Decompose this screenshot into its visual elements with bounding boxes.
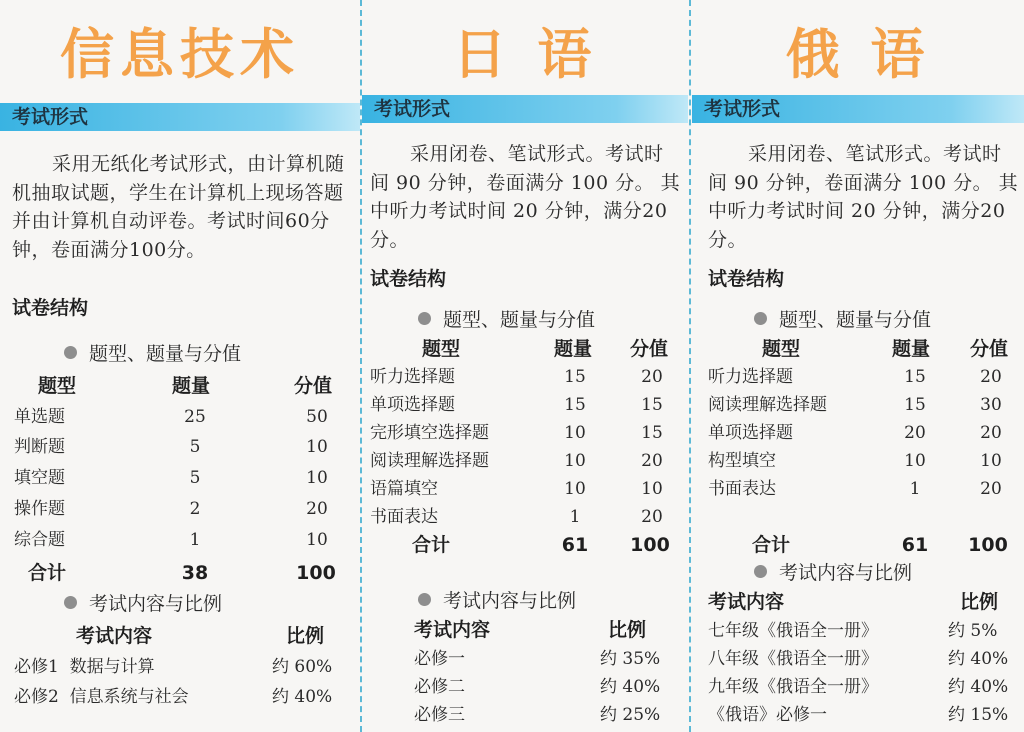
row-ratio: 约 40% xyxy=(272,687,333,707)
row-content: 必修1 数据与计算 xyxy=(14,657,155,677)
row-type: 阅读理解选择题 xyxy=(370,451,489,471)
structure-heading: 试卷结构 xyxy=(708,268,785,290)
row-ratio: 约 25% xyxy=(600,705,661,725)
row-type: 判断题 xyxy=(14,437,65,457)
table1-heading: 题型、题量与分值 xyxy=(64,342,241,366)
table1-header-type: 题型 xyxy=(762,338,801,360)
row-content: 必修一 xyxy=(414,649,465,669)
table1-heading: 题型、题量与分值 xyxy=(754,308,931,332)
row-score: 50 xyxy=(306,407,328,427)
bullet-icon xyxy=(418,593,431,606)
row-score: 20 xyxy=(641,507,663,527)
bullet-icon xyxy=(64,346,77,359)
row-type: 综合题 xyxy=(14,530,65,550)
row-type: 阅读理解选择题 xyxy=(708,395,827,415)
exam-format-label: 考试形式 xyxy=(374,98,451,120)
row-count: 5 xyxy=(189,437,201,457)
total-label: 合计 xyxy=(412,534,451,556)
row-type: 构型填空 xyxy=(708,451,776,471)
row-count: 10 xyxy=(564,451,586,471)
row-ratio: 约 40% xyxy=(948,677,1009,697)
row-score: 10 xyxy=(306,437,328,457)
column-title: 信息技术 xyxy=(60,22,300,86)
row-content: 九年级《俄语全一册》 xyxy=(708,677,878,697)
row-type: 书面表达 xyxy=(370,507,438,527)
bullet-icon xyxy=(754,565,767,578)
row-score: 20 xyxy=(641,451,663,471)
table2-header-ratio: 比例 xyxy=(960,591,999,613)
exam-format-paragraph: 采用无纸化考试形式，由计算机随机抽取试题，学生在计算机上现场答题并由计算机自动评卷。考试时间60分钟，卷面满分100分。 xyxy=(12,153,345,261)
row-content: 八年级《俄语全一册》 xyxy=(708,649,878,669)
structure-heading: 试卷结构 xyxy=(370,268,447,290)
bullet-icon xyxy=(418,312,431,325)
total-label: 合计 xyxy=(28,562,67,584)
exam-format-paragraph: 采用闭卷、笔试形式。考试时间 90 分钟，卷面满分 100 分。 其中听力考试时间 20 分钟，满分20分。 xyxy=(708,143,1019,251)
total-count: 61 xyxy=(901,534,929,556)
table1-heading: 题型、题量与分值 xyxy=(418,308,595,332)
row-count: 1 xyxy=(189,530,201,550)
column-japanese xyxy=(362,0,688,732)
total-label: 合计 xyxy=(752,534,791,556)
structure-heading: 试卷结构 xyxy=(12,297,89,319)
table1-header-type: 题型 xyxy=(422,338,461,360)
row-count: 5 xyxy=(189,468,201,488)
row-count: 1 xyxy=(909,479,921,499)
bullet-icon xyxy=(64,596,77,609)
row-type: 填空题 xyxy=(14,468,65,488)
row-count: 10 xyxy=(564,423,586,443)
row-score: 10 xyxy=(306,530,328,550)
row-score: 15 xyxy=(641,423,663,443)
table1-header-count: 题量 xyxy=(554,338,593,360)
row-ratio: 约 40% xyxy=(948,649,1009,669)
row-score: 20 xyxy=(306,499,328,519)
row-content: 《俄语》必修一 xyxy=(708,705,827,725)
row-score: 10 xyxy=(306,468,328,488)
total-score: 100 xyxy=(968,534,1008,556)
table1-header-score: 分值 xyxy=(970,338,1009,360)
row-score: 15 xyxy=(641,395,663,415)
table2-header-ratio: 比例 xyxy=(608,619,647,641)
row-score: 10 xyxy=(980,451,1002,471)
table2-header-content: 考试内容 xyxy=(414,619,491,641)
total-count: 61 xyxy=(561,534,589,556)
table2-header-ratio: 比例 xyxy=(286,625,325,647)
row-content: 必修三 xyxy=(414,705,465,725)
row-content: 必修二 xyxy=(414,677,465,697)
row-count: 20 xyxy=(904,423,926,443)
row-ratio: 约 40% xyxy=(600,677,661,697)
exam-format-band xyxy=(0,103,360,131)
exam-format-band xyxy=(692,95,1024,123)
row-count: 1 xyxy=(569,507,581,527)
row-ratio: 约 15% xyxy=(948,705,1009,725)
row-score: 30 xyxy=(980,395,1002,415)
exam-format-band xyxy=(362,95,688,123)
row-type: 单选题 xyxy=(14,407,65,427)
row-type: 听力选择题 xyxy=(370,367,455,387)
row-type: 操作题 xyxy=(14,499,65,519)
column-information-technology xyxy=(0,0,360,732)
table2-heading: 考试内容与比例 xyxy=(64,592,222,616)
row-type: 单项选择题 xyxy=(370,395,455,415)
exam-format-label: 考试形式 xyxy=(12,106,89,128)
row-count: 10 xyxy=(904,451,926,471)
row-score: 20 xyxy=(980,423,1002,443)
column-separator xyxy=(689,0,691,732)
total-count: 38 xyxy=(181,562,209,584)
column-title: 日 语 xyxy=(452,22,598,86)
table1-header-type: 题型 xyxy=(38,375,77,397)
row-score: 20 xyxy=(980,367,1002,387)
column-title: 俄 语 xyxy=(785,22,931,86)
row-count: 15 xyxy=(564,367,586,387)
row-count: 15 xyxy=(904,395,926,415)
row-type: 听力选择题 xyxy=(708,367,793,387)
bullet-icon xyxy=(754,312,767,325)
row-content: 七年级《俄语全一册》 xyxy=(708,621,878,641)
row-content: 必修2 信息系统与社会 xyxy=(14,687,189,707)
exam-format-label: 考试形式 xyxy=(704,98,781,120)
row-type: 完形填空选择题 xyxy=(370,423,489,443)
row-count: 25 xyxy=(184,407,206,427)
row-ratio: 约 60% xyxy=(272,657,333,677)
row-score: 20 xyxy=(980,479,1002,499)
table2-header-content: 考试内容 xyxy=(708,591,785,613)
row-ratio: 约 35% xyxy=(600,649,661,669)
row-ratio: 约 5% xyxy=(948,621,998,641)
total-score: 100 xyxy=(296,562,336,584)
total-score: 100 xyxy=(630,534,670,556)
table1-header-score: 分值 xyxy=(294,375,333,397)
column-russian xyxy=(692,0,1024,732)
table1-header-count: 题量 xyxy=(172,375,211,397)
table1-header-count: 题量 xyxy=(892,338,931,360)
table1-header-score: 分值 xyxy=(630,338,669,360)
row-type: 书面表达 xyxy=(708,479,776,499)
exam-format-paragraph: 采用闭卷、笔试形式。考试时间 90 分钟，卷面满分 100 分。 其中听力考试时间 20 分钟，满分20分。 xyxy=(370,143,681,251)
row-count: 10 xyxy=(564,479,586,499)
row-type: 单项选择题 xyxy=(708,423,793,443)
row-count: 15 xyxy=(904,367,926,387)
row-type: 语篇填空 xyxy=(370,479,438,499)
row-score: 10 xyxy=(641,479,663,499)
row-count: 15 xyxy=(564,395,586,415)
row-score: 20 xyxy=(641,367,663,387)
table2-heading: 考试内容与比例 xyxy=(418,589,576,613)
table2-header-content: 考试内容 xyxy=(76,625,153,647)
row-count: 2 xyxy=(189,499,201,519)
table2-heading: 考试内容与比例 xyxy=(754,561,912,585)
